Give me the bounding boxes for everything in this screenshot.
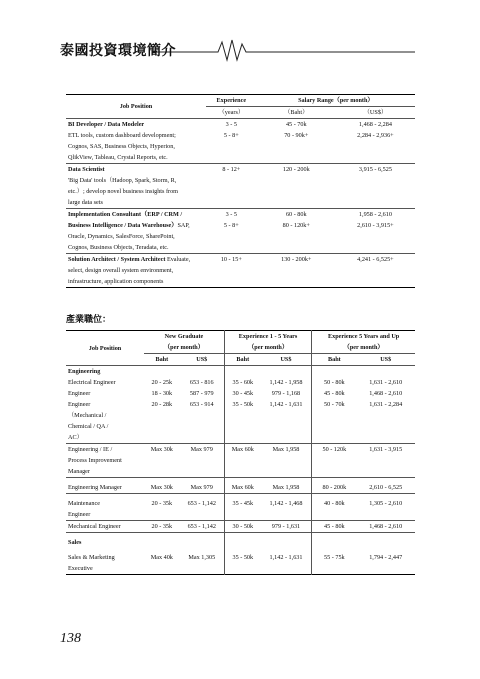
table-row bbox=[66, 521, 415, 533]
exp-5-up-usd-cell: 2,610 - 6,525 bbox=[356, 478, 415, 494]
exp-5-up-usd-cell: 1,468 - 2,610 bbox=[356, 521, 415, 533]
exp-1-5-baht-cell: 30 - 45k bbox=[224, 388, 260, 399]
table-row bbox=[66, 410, 415, 421]
usd-cell bbox=[336, 152, 415, 164]
experience-cell bbox=[206, 175, 257, 186]
table-row bbox=[66, 509, 415, 521]
job-position-cell: Engineer bbox=[68, 390, 91, 397]
exp-1-5-baht-cell: 35 - 45k bbox=[224, 494, 260, 510]
exp-1-5-baht-cell: 30 - 50k bbox=[224, 521, 260, 533]
new-grad-baht-cell bbox=[144, 563, 180, 575]
table-row bbox=[66, 533, 415, 549]
new-grad-usd-cell: Max 979 bbox=[180, 444, 225, 456]
exp-1-5-baht-cell bbox=[224, 432, 260, 444]
job-position-cell: Maintenance bbox=[66, 494, 144, 510]
col-header-baht: Baht bbox=[312, 354, 357, 366]
exp-1-5-baht-cell bbox=[224, 455, 260, 466]
new-grad-baht-cell: Max 30k bbox=[144, 478, 180, 494]
job-position-cell: Engineer bbox=[68, 511, 91, 518]
table-row bbox=[66, 494, 415, 510]
baht-cell bbox=[257, 175, 336, 186]
baht-cell: 45 - 70k bbox=[257, 119, 336, 131]
usd-cell: 1,468 - 2,284 bbox=[336, 119, 415, 131]
job-description: etc.）; develop novel business insights from bbox=[68, 188, 178, 195]
usd-cell bbox=[336, 265, 415, 276]
new-grad-baht-cell bbox=[144, 366, 180, 378]
baht-cell bbox=[257, 141, 336, 152]
job-position-cell bbox=[66, 186, 206, 197]
exp-5-up-usd-cell bbox=[356, 421, 415, 432]
job-title: Implementation Consultant（ERP / CRM / bbox=[68, 211, 183, 218]
table-row bbox=[66, 466, 415, 478]
baht-cell: 80 - 120k+ bbox=[282, 222, 310, 229]
exp-1-5-usd-cell bbox=[261, 455, 312, 466]
usd-cell: 4,241 - 6,525+ bbox=[336, 254, 415, 266]
exp-1-5-usd-cell bbox=[261, 533, 312, 549]
usd-cell: 3,915 - 6,525 bbox=[336, 164, 415, 176]
col-header-per-month: （per month） bbox=[224, 342, 311, 354]
new-grad-usd-cell: 653 - 1,142 bbox=[180, 494, 225, 510]
usd-cell: 2,610 - 3,915+ bbox=[357, 222, 394, 229]
exp-1-5-baht-cell: Max 60k bbox=[224, 478, 260, 494]
exp-5-up-usd-cell bbox=[356, 509, 415, 521]
experience-cell: 10 - 15+ bbox=[206, 254, 257, 266]
exp-1-5-usd-cell bbox=[261, 410, 312, 421]
exp-5-up-baht-cell bbox=[312, 509, 357, 521]
exp-1-5-usd-cell: 979 - 1,631 bbox=[261, 521, 312, 533]
table-row bbox=[66, 421, 415, 432]
exp-5-up-usd-cell: 1,305 - 2,610 bbox=[356, 494, 415, 510]
job-position-cell: Engineering Manager bbox=[66, 478, 144, 494]
table-row bbox=[66, 548, 415, 563]
experience-cell: 3 - 5 bbox=[206, 209, 257, 221]
table-row bbox=[66, 164, 415, 176]
new-grad-baht-cell: 18 - 30k bbox=[151, 390, 173, 397]
baht-cell bbox=[257, 152, 336, 164]
baht-cell bbox=[257, 231, 336, 242]
section-title: 產業職位： bbox=[66, 315, 112, 325]
table-row bbox=[66, 175, 415, 186]
experience-cell bbox=[206, 141, 257, 152]
exp-1-5-baht-cell: 35 - 60k bbox=[224, 377, 260, 388]
exp-1-5-usd-cell: Max 1,958 bbox=[261, 444, 312, 456]
table-row bbox=[66, 152, 415, 164]
exp-5-up-baht-cell: 50 - 70k bbox=[312, 399, 357, 410]
table-row bbox=[66, 444, 415, 456]
baht-cell bbox=[257, 197, 336, 209]
col-header-position: Job Position bbox=[66, 95, 206, 119]
exp-5-up-baht-cell: 50 - 120k bbox=[312, 444, 357, 456]
col-header-experience: Experience bbox=[206, 95, 257, 107]
table-row bbox=[66, 276, 415, 288]
job-position-cell: Chemical / QA / bbox=[68, 423, 109, 430]
new-grad-usd-cell: Max 1,305 bbox=[188, 554, 216, 561]
table-row bbox=[66, 242, 415, 254]
col-header-usd: US$ bbox=[280, 356, 292, 363]
job-position-cell bbox=[66, 265, 206, 276]
exp-5-up-baht-cell: 50 - 80k bbox=[312, 377, 357, 388]
usd-cell bbox=[336, 197, 415, 209]
job-position-cell: （Mechanical / bbox=[68, 412, 107, 419]
job-position-cell: Electrical Engineer bbox=[68, 379, 116, 386]
new-grad-usd-cell bbox=[180, 466, 225, 478]
table-row bbox=[66, 366, 415, 378]
exp-5-up-usd-cell bbox=[356, 432, 415, 444]
exp-5-up-usd-cell bbox=[356, 533, 415, 549]
page-number: 138 bbox=[60, 631, 81, 646]
new-grad-baht-cell: Max 40k bbox=[150, 554, 173, 561]
usd-cell bbox=[336, 231, 415, 242]
table-row bbox=[66, 478, 415, 494]
baht-cell: 70 - 90k+ bbox=[284, 132, 309, 139]
table-row bbox=[66, 220, 415, 231]
baht-cell bbox=[257, 242, 336, 254]
exp-1-5-usd-cell: 1,142 - 1,631 bbox=[269, 401, 303, 408]
exp-1-5-usd-cell bbox=[261, 366, 312, 378]
experience-cell bbox=[206, 231, 257, 242]
new-grad-usd-cell bbox=[180, 455, 225, 466]
job-description: Cognos, SAS, Business Objects, Hyperion, bbox=[68, 143, 175, 150]
job-description: ETL tools, custom dashboard development; bbox=[68, 132, 176, 139]
exp-5-up-baht-cell: 40 - 80k bbox=[312, 494, 357, 510]
experience-cell: 3 - 5 bbox=[206, 119, 257, 131]
exp-1-5-usd-cell: 1,142 - 1,468 bbox=[261, 494, 312, 510]
job-title: Solution Architect / System Architect bbox=[68, 256, 166, 263]
exp-1-5-usd-cell: 979 - 1,168 bbox=[271, 390, 301, 397]
exp-1-5-usd-cell: 1,142 - 1,958 bbox=[269, 379, 303, 386]
exp-1-5-usd-cell bbox=[261, 432, 312, 444]
job-position-cell: AC） bbox=[68, 434, 83, 441]
job-position-cell: Engineering / IE / bbox=[66, 444, 144, 456]
job-description: Oracle, Dynamics, SalesForce, SharePoint, bbox=[68, 233, 175, 240]
table-row bbox=[66, 432, 415, 444]
table-row bbox=[66, 388, 415, 399]
experience-cell bbox=[206, 152, 257, 164]
exp-5-up-baht-cell: 55 - 75k bbox=[312, 548, 357, 563]
job-description: large data sets bbox=[68, 199, 103, 206]
table-row bbox=[66, 231, 415, 242]
job-description: QlikView, Tableau, Crystal Reports, etc. bbox=[68, 154, 168, 161]
job-position-cell bbox=[66, 141, 206, 152]
baht-cell bbox=[257, 186, 336, 197]
new-grad-usd-cell: 653 - 816 bbox=[189, 379, 214, 386]
col-header-per-month: （per month） bbox=[312, 342, 415, 354]
exp-1-5-usd-cell bbox=[261, 563, 312, 575]
exp-1-5-baht-cell bbox=[224, 466, 260, 478]
job-position-cell bbox=[66, 175, 206, 186]
job-position-cell: Process Improvement bbox=[68, 457, 122, 464]
experience-cell bbox=[206, 186, 257, 197]
col-header-position: Job Position bbox=[66, 331, 144, 366]
table-row bbox=[66, 399, 415, 410]
job-position-cell bbox=[66, 164, 206, 176]
new-grad-baht-cell: 20 - 28k bbox=[151, 401, 173, 408]
exp-1-5-usd-cell: 1,142 - 1,631 bbox=[269, 554, 303, 561]
exp-5-up-baht-cell bbox=[312, 421, 357, 432]
job-position-cell: Manager bbox=[68, 468, 90, 475]
section-heading: Sales bbox=[66, 533, 144, 549]
exp-1-5-usd-cell bbox=[261, 466, 312, 478]
new-grad-baht-cell: 20 - 35k bbox=[144, 494, 180, 510]
usd-cell: 1,958 - 2,610 bbox=[336, 209, 415, 221]
usd-cell bbox=[336, 242, 415, 254]
exp-5-up-baht-cell: 45 - 80k bbox=[312, 388, 357, 399]
col-header-baht: Baht bbox=[224, 354, 260, 366]
job-position-cell bbox=[66, 220, 206, 231]
new-grad-usd-cell: 587 - 979 bbox=[189, 390, 214, 397]
exp-1-5-baht-cell bbox=[224, 533, 260, 549]
exp-5-up-usd-cell bbox=[356, 563, 415, 575]
job-title: Data Scientist bbox=[68, 166, 105, 173]
new-grad-usd-cell bbox=[180, 421, 225, 432]
job-description: 'Big Data' tools（Hadoop, Spark, Storm, R, bbox=[68, 177, 177, 184]
section-heading: Engineering bbox=[66, 366, 144, 378]
exp-5-up-baht-cell bbox=[312, 533, 357, 549]
exp-5-up-baht-cell bbox=[312, 563, 357, 575]
job-description: infrastructure, application components bbox=[68, 278, 164, 285]
baht-cell: 130 - 200k+ bbox=[257, 254, 336, 266]
new-grad-baht-cell bbox=[144, 466, 180, 478]
exp-5-up-baht-cell bbox=[312, 466, 357, 478]
exp-1-5-usd-cell bbox=[261, 421, 312, 432]
exp-5-up-baht-cell: 45 - 80k bbox=[312, 521, 357, 533]
job-position-cell bbox=[66, 197, 206, 209]
exp-1-5-baht-cell bbox=[224, 421, 260, 432]
new-grad-usd-cell: Max 979 bbox=[180, 478, 225, 494]
job-position-cell: Executive bbox=[68, 565, 93, 572]
exp-5-up-baht-cell bbox=[312, 455, 357, 466]
exp-1-5-baht-cell: 35 - 50k bbox=[224, 399, 260, 410]
job-position-cell bbox=[66, 130, 206, 141]
new-grad-baht-cell: Max 30k bbox=[144, 444, 180, 456]
new-grad-baht-cell bbox=[144, 533, 180, 549]
table-row bbox=[66, 254, 415, 266]
table-row bbox=[66, 197, 415, 209]
exp-1-5-usd-cell bbox=[261, 509, 312, 521]
job-position-cell: Sales & Marketing bbox=[68, 554, 115, 561]
new-grad-baht-cell bbox=[144, 455, 180, 466]
usd-cell bbox=[336, 175, 415, 186]
page-header bbox=[60, 36, 420, 62]
job-title: Business Intelligence / Data Warehouse） bbox=[68, 222, 178, 229]
experience-cell: 5 - 8+ bbox=[223, 132, 239, 139]
job-position-cell bbox=[66, 242, 206, 254]
baht-cell bbox=[257, 265, 336, 276]
job-description: Evaluate, bbox=[165, 256, 191, 263]
job-description: SAP, bbox=[177, 222, 190, 229]
col-header-usd: US$ bbox=[380, 356, 392, 363]
baht-cell: 120 - 200k bbox=[257, 164, 336, 176]
baht-cell bbox=[257, 276, 336, 288]
new-grad-baht-cell: 20 - 25k bbox=[151, 379, 173, 386]
job-description: Cognos, Business Objects, Teradata, etc. bbox=[68, 244, 169, 251]
table-row bbox=[66, 455, 415, 466]
industry-salary-table bbox=[66, 330, 415, 575]
new-grad-usd-cell bbox=[180, 533, 225, 549]
job-position-cell bbox=[66, 119, 206, 131]
usd-cell: 2,284 - 2,936+ bbox=[357, 132, 394, 139]
col-header-baht: Baht bbox=[155, 356, 169, 363]
job-description: select, design overall system environment, bbox=[68, 267, 174, 274]
experience-cell bbox=[206, 265, 257, 276]
job-position-cell bbox=[66, 152, 206, 164]
exp-1-5-baht-cell bbox=[224, 410, 260, 421]
job-title: BI Developer / Data Modeler bbox=[68, 121, 145, 128]
it-salary-table bbox=[66, 94, 415, 288]
exp-5-up-usd-cell bbox=[356, 410, 415, 421]
table-row bbox=[66, 377, 415, 388]
col-header-new-graduate: New Graduate bbox=[164, 333, 204, 340]
exp-5-up-baht-cell: 80 - 200k bbox=[312, 478, 357, 494]
new-grad-baht-cell bbox=[144, 421, 180, 432]
exp-1-5-baht-cell bbox=[224, 563, 260, 575]
new-grad-baht-cell bbox=[144, 410, 180, 421]
table-row bbox=[66, 563, 415, 575]
exp-5-up-usd-cell bbox=[356, 455, 415, 466]
header-title: 泰國投資環境簡介 bbox=[60, 43, 176, 59]
table-row bbox=[66, 130, 415, 141]
new-grad-usd-cell bbox=[180, 563, 225, 575]
job-position-cell bbox=[66, 276, 206, 288]
exp-5-up-baht-cell bbox=[312, 366, 357, 378]
new-grad-baht-cell: 20 - 35k bbox=[144, 521, 180, 533]
new-grad-usd-cell bbox=[180, 410, 225, 421]
experience-cell: 8 - 12+ bbox=[206, 164, 257, 176]
col-header-usd: US$ bbox=[196, 356, 208, 363]
col-header-exp-1-5: Experience 1 - 5 Years bbox=[224, 331, 311, 343]
exp-1-5-baht-cell bbox=[224, 366, 260, 378]
new-grad-usd-cell bbox=[180, 366, 225, 378]
table-row bbox=[66, 119, 415, 131]
exp-5-up-usd-cell: 1,631 - 3,915 bbox=[356, 444, 415, 456]
col-header-experience-unit: （years） bbox=[206, 107, 257, 119]
new-grad-usd-cell: 653 - 914 bbox=[189, 401, 214, 408]
job-position-cell bbox=[66, 231, 206, 242]
job-position-cell bbox=[66, 254, 206, 266]
table-row bbox=[66, 186, 415, 197]
job-position-cell: Mechanical Engineer bbox=[66, 521, 144, 533]
table-row bbox=[66, 265, 415, 276]
exp-1-5-baht-cell bbox=[224, 509, 260, 521]
exp-5-up-usd-cell bbox=[356, 466, 415, 478]
experience-cell bbox=[206, 242, 257, 254]
exp-1-5-baht-cell: Max 60k bbox=[224, 444, 260, 456]
exp-1-5-usd-cell: Max 1,958 bbox=[261, 478, 312, 494]
experience-cell: 5 - 8+ bbox=[223, 222, 239, 229]
new-grad-usd-cell: 653 - 1,142 bbox=[180, 521, 225, 533]
usd-cell bbox=[336, 186, 415, 197]
usd-cell bbox=[336, 141, 415, 152]
col-header-per-month: （per month） bbox=[144, 342, 224, 354]
experience-cell bbox=[206, 197, 257, 209]
table-row bbox=[66, 141, 415, 152]
col-header-salary-range: Salary Range（per month） bbox=[257, 95, 415, 107]
exp-1-5-baht-cell: 35 - 50k bbox=[224, 548, 260, 563]
col-header-usd: （US$） bbox=[336, 107, 415, 119]
exp-5-up-usd-cell: 1,631 - 2,610 bbox=[369, 379, 403, 386]
exp-5-up-usd-cell bbox=[356, 366, 415, 378]
usd-cell bbox=[336, 276, 415, 288]
new-grad-usd-cell bbox=[180, 509, 225, 521]
baht-cell: 60 - 80k bbox=[257, 209, 336, 221]
exp-5-up-usd-cell: 1,794 - 2,447 bbox=[369, 554, 403, 561]
experience-cell bbox=[206, 276, 257, 288]
new-grad-usd-cell bbox=[180, 432, 225, 444]
table-row bbox=[66, 209, 415, 221]
exp-5-up-baht-cell bbox=[312, 432, 357, 444]
exp-5-up-usd-cell: 1,468 - 2,610 bbox=[369, 390, 403, 397]
job-position-cell: Engineer bbox=[68, 401, 91, 408]
col-header-exp-5-up: Experience 5 Years and Up bbox=[312, 331, 415, 343]
new-grad-baht-cell bbox=[144, 509, 180, 521]
col-header-baht: （Baht） bbox=[257, 107, 336, 119]
job-position-cell bbox=[66, 209, 206, 221]
new-grad-baht-cell bbox=[144, 432, 180, 444]
exp-5-up-usd-cell: 1,631 - 2,284 bbox=[369, 401, 403, 408]
exp-5-up-baht-cell bbox=[312, 410, 357, 421]
